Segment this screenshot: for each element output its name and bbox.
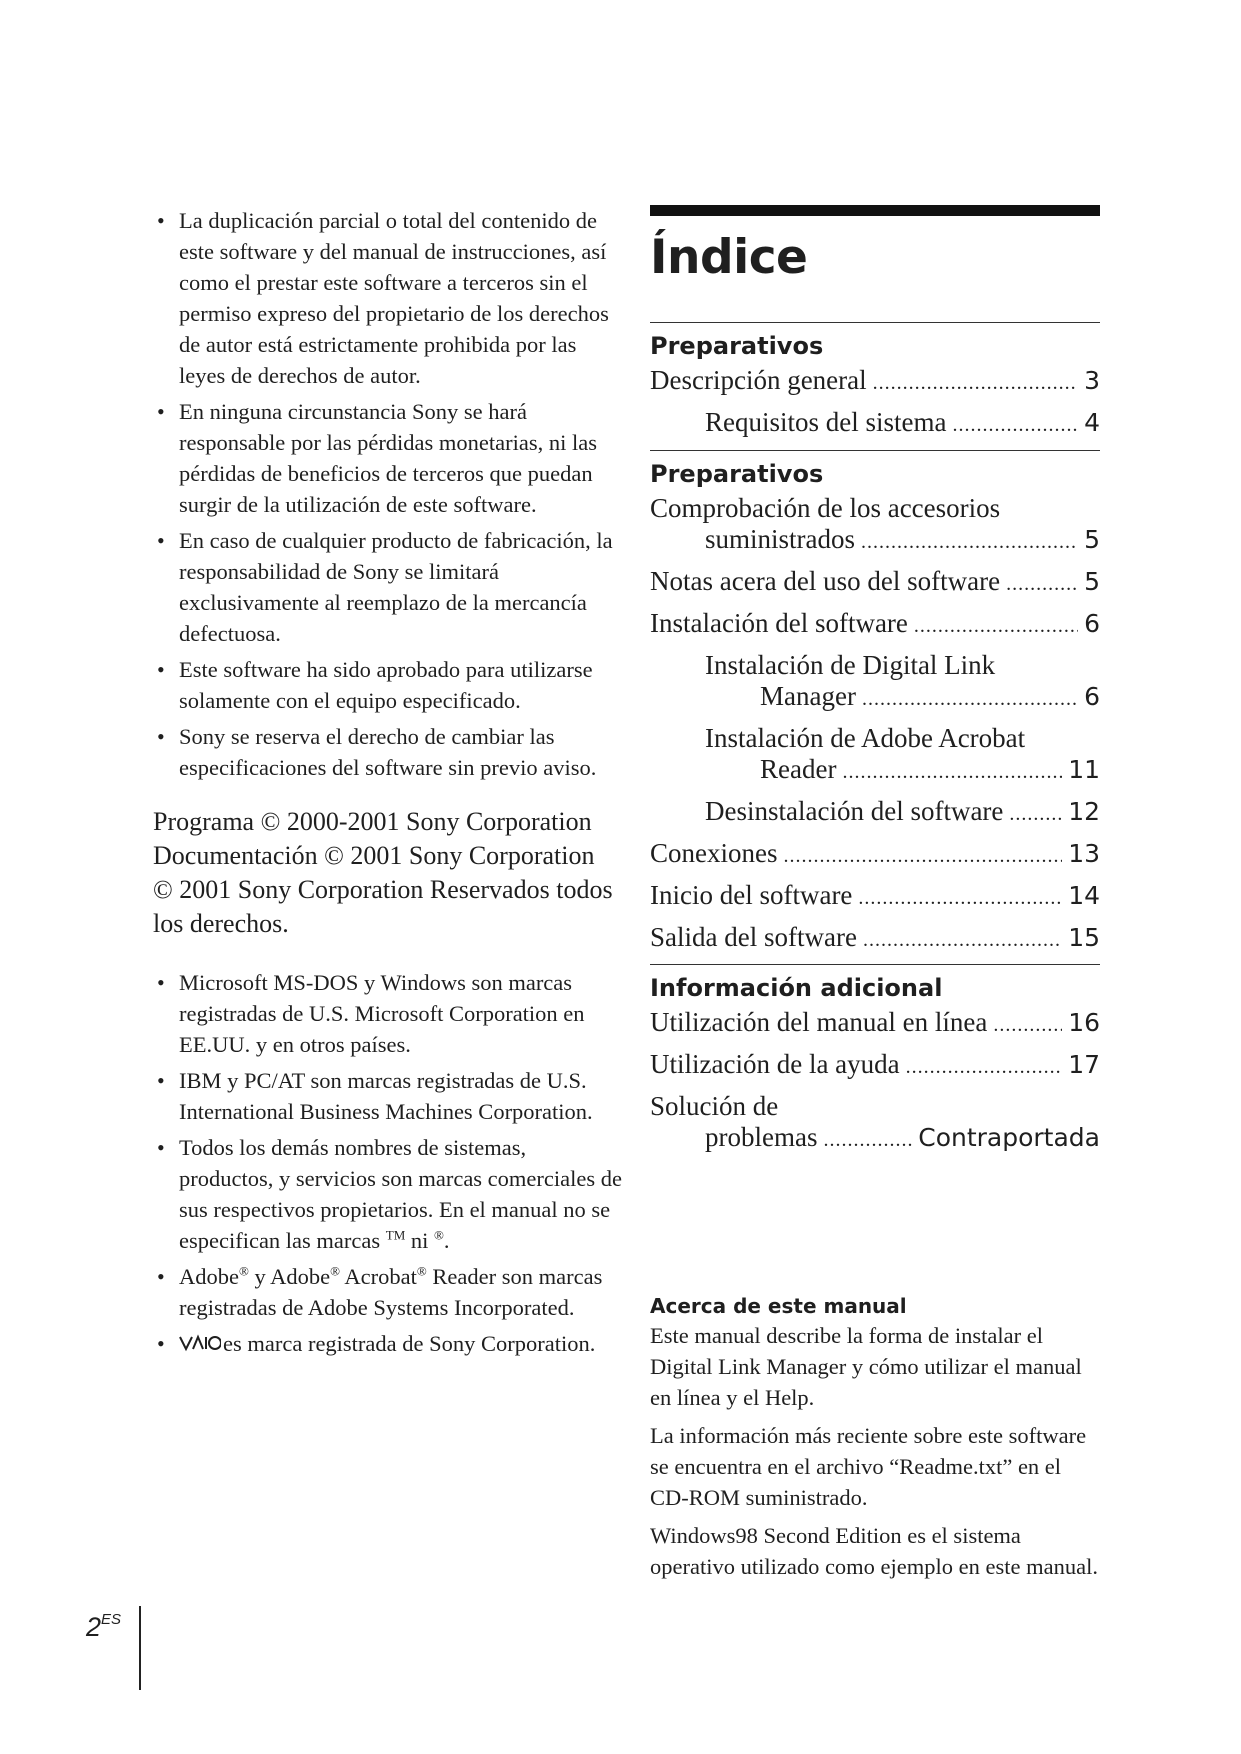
toc-page-number: Contraportada: [918, 1123, 1100, 1152]
registered-symbol: ®: [434, 1227, 444, 1243]
toc-page-number: 17: [1068, 1050, 1100, 1079]
bullet-icon: •: [157, 208, 165, 233]
section-divider: [650, 322, 1100, 323]
toc-entry[interactable]: Descripción general ..... 3: [650, 365, 1100, 399]
leader-dots: [873, 365, 1078, 399]
toc-entry[interactable]: Instalación de Digital Link Manager ..... 6: [650, 650, 1100, 715]
registered-symbol: ®: [416, 1263, 427, 1279]
about-manual-section: [650, 1292, 1100, 1589]
toc-page-number: 15: [1068, 923, 1100, 952]
leader-dots: [842, 754, 1062, 788]
list-item: • La duplicación parcial o total del contenido de este software y del manual de instrucciones, así como el prestar este software a terceros sin el permiso expreso del propietario de los derechos de autor está estrictamente prohibida por las leyes de derechos de autor.: [153, 205, 623, 391]
bullet-icon: •: [157, 1135, 165, 1160]
leader-dots: [858, 880, 1062, 914]
list-item: • Microsoft MS-DOS y Windows son marcas registradas de U.S. Microsoft Corporation en EE.UU. y en otros países.: [153, 967, 623, 1060]
leader-dots: [862, 681, 1078, 715]
section-heading: Información adicional: [650, 974, 943, 1002]
page-number: $2^{ES}$: [86, 1611, 122, 1642]
bullet-icon: •: [157, 970, 165, 995]
bullet-icon: •: [157, 657, 165, 682]
toc-entry[interactable]: Notas acera del uso del software ..... 5: [650, 566, 1100, 600]
paragraph: Windows98 Second Edition es el sistema operativo utilizado como ejemplo en este manual.: [650, 1523, 1098, 1579]
toc-entry[interactable]: Instalación del software ..... 6: [650, 608, 1100, 642]
toc-page-number: 6: [1084, 609, 1100, 638]
toc-entry[interactable]: Requisitos del sistema ..... 4: [650, 407, 1100, 441]
registered-symbol: ®: [330, 1263, 341, 1279]
toc-page-number: 4: [1084, 408, 1100, 437]
toc-page-number: 6: [1084, 682, 1100, 711]
left-column: [153, 205, 623, 1364]
title-bar-rule: [650, 205, 1100, 216]
bullet-icon: •: [157, 399, 165, 424]
list-item: • En ninguna circunstancia Sony se hará responsable por las pérdidas monetarias, ni las pérdidas de beneficios de terceros que puedan surgir de la utilización de este software.: [153, 396, 623, 520]
language-code: ES: [101, 1611, 122, 1628]
leader-dots: [906, 1049, 1063, 1083]
list-item: • Todos los demás nombres de sistemas, productos, y servicios son marcas comerciales de sus respectivos propietarios. En el manual no se especifican las marcas ™ ni ®.: [153, 1132, 623, 1256]
toc-entry[interactable]: Instalación de Adobe Acrobat Reader ..... 11: [650, 723, 1100, 788]
leader-dots: [1009, 796, 1062, 830]
registered-symbol: ®: [239, 1263, 249, 1279]
toc-entry[interactable]: Utilización del manual en línea ..... 16: [650, 1007, 1100, 1041]
toc-page-number: 5: [1084, 525, 1100, 554]
leader-dots: [863, 922, 1062, 956]
bullet-icon: •: [157, 1068, 165, 1093]
list-item: • IBM y PC/AT son marcas registradas de U.S. International Business Machines Corporation.: [153, 1065, 623, 1127]
bullet-icon: •: [157, 1264, 165, 1289]
leader-dots: [1006, 566, 1078, 600]
toc-entry[interactable]: Conexiones ..... 13: [650, 838, 1100, 872]
list-item: • Sony se reserva el derecho de cambiar las especificaciones del software sin previo aviso.: [153, 721, 623, 783]
list-item: • Este software ha sido aprobado para utilizarse solamente con el equipo especificado.: [153, 654, 623, 716]
leader-dots: [993, 1007, 1062, 1041]
bullet-icon: •: [157, 724, 165, 749]
copyright-line: Documentación © 2001 Sony Corporation: [153, 841, 595, 870]
section-divider: [650, 450, 1100, 451]
list-item: • En caso de cualquier producto de fabricación, la responsabilidad de Sony se limitará exclusivamente al reemplazo de la mercancía defectuosa.: [153, 525, 623, 649]
section-heading: Preparativos: [650, 332, 824, 360]
paragraph: Este manual describe la forma de instalar el Digital Link Manager y cómo utilizar el manual en línea y el Help.: [650, 1323, 1082, 1410]
margin-rule: [139, 1606, 141, 1690]
leader-dots: [914, 608, 1078, 642]
toc-page-number: 13: [1068, 839, 1100, 868]
copyright-line: © 2001 Sony Corporation Reservados todos los derechos.: [153, 875, 613, 938]
toc-page-number: 11: [1068, 755, 1100, 784]
trademark-list: [153, 967, 623, 1359]
toc-page-number: 12: [1068, 797, 1100, 826]
leader-dots: [952, 407, 1078, 441]
bullet-icon: •: [157, 528, 165, 553]
toc-entry[interactable]: Comprobación de los accesorios suministrados ..... 5: [650, 493, 1100, 558]
toc-page-number: 5: [1084, 567, 1100, 596]
toc-page-number: 3: [1084, 366, 1100, 395]
leader-dots: [823, 1122, 912, 1156]
section-divider: [650, 964, 1100, 965]
table-of-contents: [650, 205, 1100, 1164]
copyright-block: [153, 805, 623, 941]
page-title: Índice: [650, 230, 808, 285]
section-heading: Preparativos: [650, 460, 824, 488]
paragraph: La información más reciente sobre este software se encuentra en el archivo “Readme.txt” en el CD-ROM suministrado.: [650, 1423, 1087, 1510]
toc-entry[interactable]: Inicio del software ..... 14: [650, 880, 1100, 914]
toc-entry[interactable]: Utilización de la ayuda ..... 17: [650, 1049, 1100, 1083]
trademark-symbol: TM: [385, 1227, 406, 1243]
toc-entry[interactable]: Desinstalación del software ..... 12: [650, 796, 1100, 830]
section-heading: Acerca de este manual: [650, 1294, 907, 1318]
legal-notice-list: [153, 205, 623, 783]
toc-entry[interactable]: Salida del software ..... 15: [650, 922, 1100, 956]
copyright-line: Programa © 2000-2001 Sony Corporation: [153, 807, 592, 836]
list-item: • Adobe® y Adobe® Acrobat® Reader son marcas registradas de Adobe Systems Incorporated.: [153, 1261, 623, 1323]
vaio-logo-icon: [179, 1333, 221, 1353]
toc-page-number: 14: [1068, 881, 1100, 910]
leader-dots: [861, 524, 1078, 558]
toc-page-number: 16: [1068, 1008, 1100, 1037]
toc-entry[interactable]: Solución de problemas ..... Contraportada: [650, 1091, 1100, 1156]
bullet-icon: •: [157, 1331, 165, 1356]
leader-dots: [784, 838, 1063, 872]
list-item: • es marca registrada de Sony Corporation.: [153, 1328, 623, 1359]
